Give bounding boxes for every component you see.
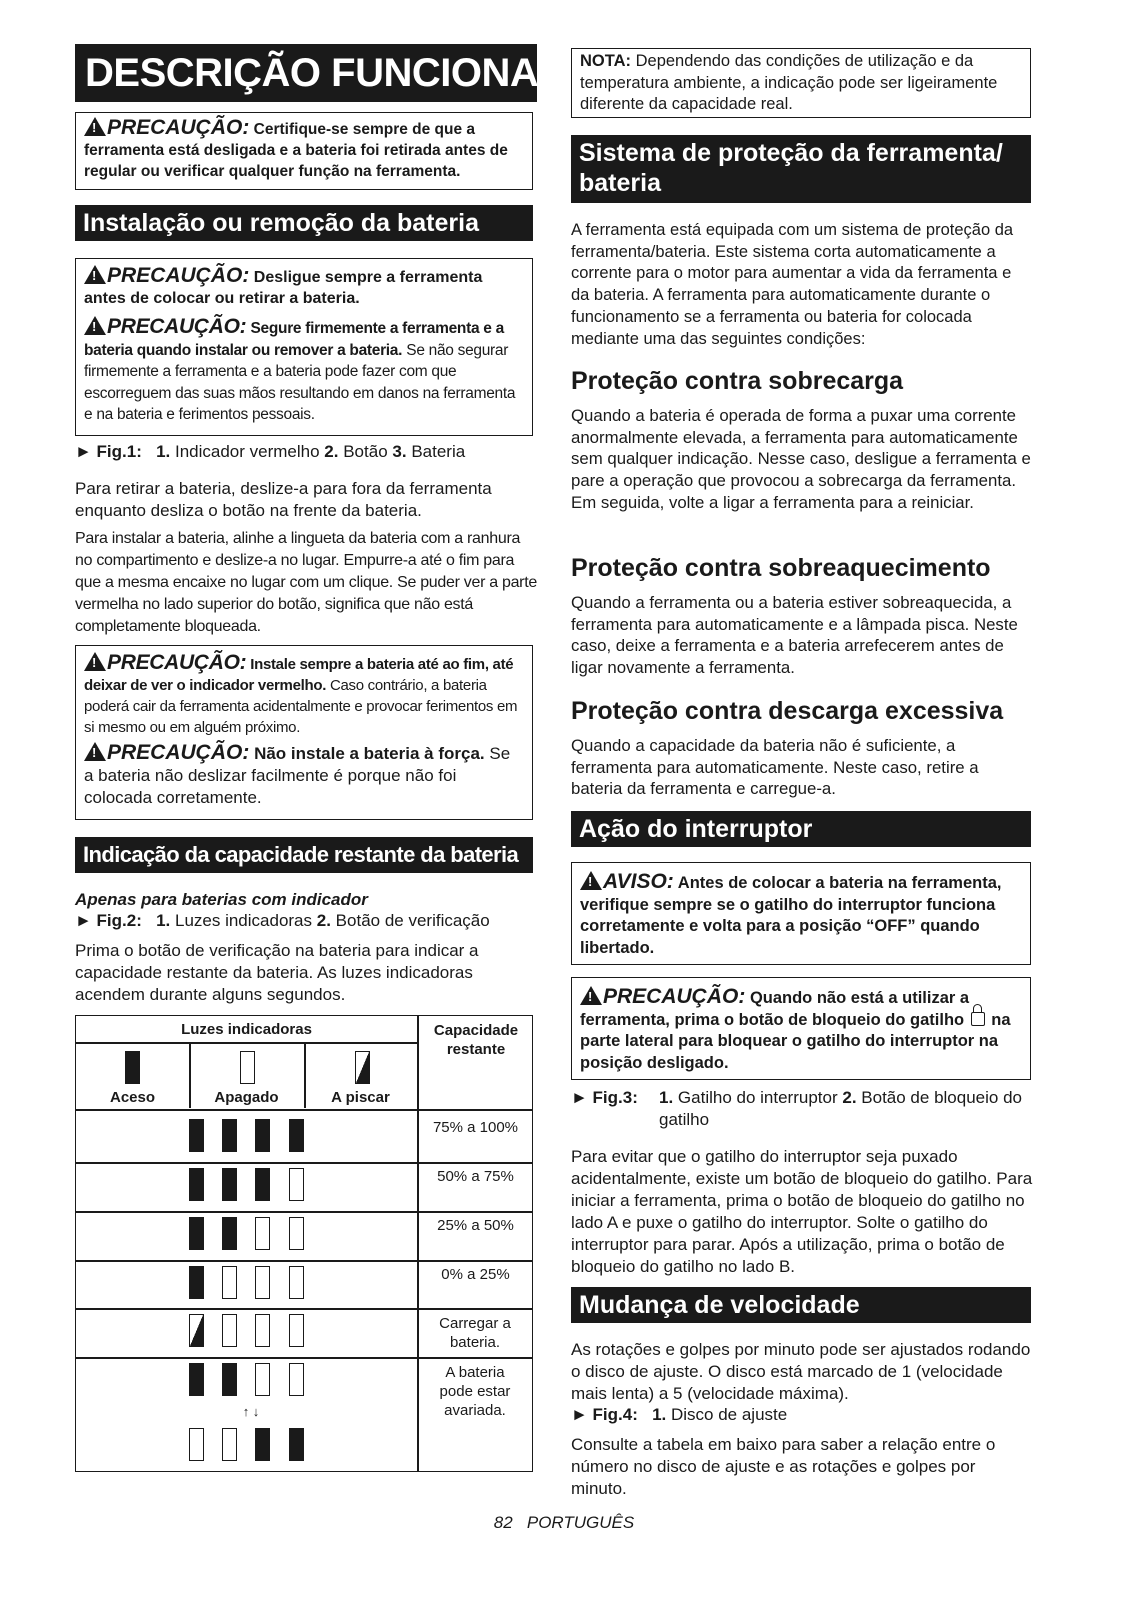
note-box: NOTA: Dependendo das condições de utilização e da temperatura ambiente, a indicação pode ser ligeiramente diferente da capacidade real. <box>571 48 1031 118</box>
section-heading-protection: Sistema de proteção da ferramenta/ bateria <box>571 135 1031 203</box>
section-heading-speed: Mudança de velocidade <box>571 1287 1031 1323</box>
alternating-arrows: ↑ ↓ <box>242 1404 260 1419</box>
lamp-icon <box>222 1314 237 1347</box>
lock-icon <box>971 1012 985 1026</box>
lamp-icon <box>289 1266 304 1299</box>
lamp-icon <box>222 1428 237 1461</box>
figure-reference: ► Fig.4: 1. Disco de ajuste <box>571 1405 788 1424</box>
subheading-overload: Proteção contra sobrecarga <box>571 367 904 395</box>
warning-icon <box>84 316 106 335</box>
lamp-icon <box>255 1314 270 1347</box>
paragraph: As rotações e golpes por minuto pode ser ajustados rodando o disco de ajuste. O disco está marcado de 1 (velocidade mais lenta) a 5 (velocidade máxima). <box>571 1340 1031 1403</box>
capacity-value: 75% a 100% <box>432 1119 519 1136</box>
caution-box: !PRECAUÇÃO: Quando não está a utilizar a ferramenta, prima o botão de bloqueio do gatilho na parte lateral para bloquear o gatilho do interruptor na posição desligado. <box>571 977 1031 1080</box>
lamp-icon <box>189 1363 204 1396</box>
figure-reference: ► Fig.2: 1. Luzes indicadoras 2. Botão de verificação <box>75 911 490 930</box>
lamp-icon <box>255 1168 270 1201</box>
section-heading-switch: Ação do interruptor <box>571 811 1031 847</box>
lamp-icon <box>255 1266 270 1299</box>
capacity-value: 0% a 25% <box>441 1266 510 1283</box>
paragraph: Para instalar a bateria, alinhe a lingueta da bateria com a ranhura no compartimento e deslize-a no lugar. Empurre-a até o fim para que a mesma encaixe no lugar com um clique. Se puder ver a parte vermelha no lado superior do botão, significa que não está completamente bloqueada. <box>75 530 537 635</box>
lamp-icon <box>289 1428 304 1461</box>
subheading-discharge: Proteção contra descarga excessiva <box>571 697 1004 725</box>
table-header-capacity: Capacidade restante <box>433 1022 519 1058</box>
lamp-icon <box>255 1217 270 1250</box>
lamp-icon <box>189 1119 204 1152</box>
lamp-icon <box>289 1217 304 1250</box>
lamp-icon <box>189 1266 204 1299</box>
warning-icon <box>580 986 602 1005</box>
paragraph: Consulte a tabela em baixo para saber a relação entre o número no disco de ajuste e as rotações e golpes por minuto. <box>571 1435 996 1498</box>
lamp-on-icon <box>125 1051 140 1084</box>
language-label: PORTUGUÊS <box>526 1513 635 1532</box>
paragraph: Prima o botão de verificação na bateria para indicar a capacidade restante da bateria. As luzes indicadoras acendem durante alguns segundos. <box>75 941 479 1004</box>
lamp-icon <box>189 1168 204 1201</box>
capacity-value: Carregar a bateria. <box>439 1315 511 1351</box>
lamp-icon <box>255 1119 270 1152</box>
paragraph: A ferramenta está equipada com um sistema de proteção da ferramenta/bateria. Este sistema corta automaticamente a corrente para o motor para aumentar a vida da ferramenta e da bateria. A ferramenta para automaticamente durante o funcionamento se a ferramenta ou bateria for colocada mediante uma das seguintes condições: <box>571 221 1014 348</box>
legend-off: Apagado <box>214 1089 279 1106</box>
table-header-lamps: Luzes indicadoras <box>181 1021 312 1038</box>
capacity-table <box>75 1015 533 1472</box>
page-title: DESCRIÇÃO FUNCIONAL <box>75 44 537 102</box>
lamp-icon <box>255 1363 270 1396</box>
lamp-icon <box>189 1217 204 1250</box>
warning-icon <box>84 117 106 136</box>
section-heading-capacity: Indicação da capacidade restante da bateria <box>75 837 533 873</box>
legend-blinking: A piscar <box>331 1089 390 1106</box>
page-number: 82 <box>493 1513 513 1532</box>
subheading-overheat: Proteção contra sobreaquecimento <box>571 554 991 582</box>
warning-icon <box>84 652 106 671</box>
figure-reference: ► Fig.1: 1. Indicador vermelho 2. Botão 3. Bateria <box>75 442 466 461</box>
capacity-value: 50% a 75% <box>437 1168 514 1185</box>
caution-box: !PRECAUÇÃO: Instale sempre a bateria até ao fim, até deixar de ver o indicador vermelho. Caso contrário, a bateria poderá cair da ferramenta acidentalmente e provocar ferimentos em si mesmo ou em alguém próximo. !PRECAUÇÃO: Não instale a bateria à força. Se a bateria não deslizar facilmente é porque não foi colocada corretamente. <box>75 645 533 820</box>
lamp-icon <box>222 1119 237 1152</box>
paragraph: Quando a bateria é operada de forma a puxar uma corrente anormalmente elevada, a ferramenta para automaticamente sem qualquer indicação. Nesse caso, desligue a ferramenta e pare a operação que provocou a sobrecarga da ferramenta. Em seguida, volte a ligar a ferramenta para a reiniciar. <box>571 406 1031 512</box>
warning-icon <box>580 871 602 890</box>
caution-box: !PRECAUÇÃO: Desligue sempre a ferramenta antes de colocar ou retirar a bateria. !PRECAUÇÃO: Segure firmemente a ferramenta e a bateria quando instalar ou remover a bateria. Se não segurar firmemente a ferramenta e a bateria pode fazer com que escorreguem das suas mãos resultando em danos na ferramenta e na bateria e ferimentos pessoais. <box>75 258 533 436</box>
lamp-icon <box>222 1217 237 1250</box>
caution-box: !PRECAUÇÃO: Certifique-se sempre de que a ferramenta está desligada e a bateria foi retirada antes de regular ou verificar qualquer função na ferramenta. <box>75 112 533 190</box>
lamp-icon <box>189 1428 204 1461</box>
lamp-icon <box>255 1428 270 1461</box>
lamp-icon <box>289 1363 304 1396</box>
figure-reference: ► Fig.3: 1. Gatilho do interruptor 2. Botão de bloqueio do gatilho <box>571 1088 1022 1129</box>
legend-on: Aceso <box>109 1089 156 1106</box>
lamp-icon <box>222 1266 237 1299</box>
lamp-icon <box>189 1314 204 1347</box>
paragraph: Quando a capacidade da bateria não é suficiente, a ferramenta para automaticamente. Neste caso, retire a bateria da ferramenta e carregue-a. <box>571 736 979 799</box>
paragraph: Quando a ferramenta ou a bateria estiver sobreaquecida, a ferramenta para automaticamente e a lâmpada pisca. Neste caso, deixe a ferramenta e a bateria arrefecerem antes de ligar novamente a ferramenta. <box>571 593 1018 678</box>
warning-icon <box>84 265 106 284</box>
page-footer <box>0 1513 1128 1533</box>
lamp-blinking-icon <box>355 1051 370 1084</box>
lamp-off-icon <box>240 1051 255 1084</box>
section-heading-battery: Instalação ou remoção da bateria <box>75 205 533 241</box>
capacity-value: 25% a 50% <box>437 1217 514 1234</box>
lamp-icon <box>222 1363 237 1396</box>
warning-box: !AVISO: Antes de colocar a bateria na ferramenta, verifique sempre se o gatilho do interruptor funciona corretamente e volta para a posição “OFF” quando libertado. <box>571 862 1031 965</box>
lamp-icon <box>289 1314 304 1347</box>
paragraph: Para evitar que o gatilho do interruptor seja puxado acidentalmente, existe um botão de bloqueio do gatilho. Para iniciar a ferramenta, prima o botão de bloqueio do gatilho no lado A e puxe o gatilho do interruptor. Solte o gatilho do interruptor para parar. Após a utilização, prima o botão de bloqueio do gatilho no lado B. <box>571 1147 1033 1276</box>
lamp-icon <box>222 1168 237 1201</box>
warning-icon <box>84 742 106 761</box>
paragraph: Para retirar a bateria, deslize-a para fora da ferramenta enquanto desliza o botão na frente da bateria. <box>75 479 492 520</box>
lamp-icon <box>289 1119 304 1152</box>
subheading-note: Apenas para baterias com indicador <box>75 890 368 909</box>
capacity-value: A bateria pode estar avariada. <box>439 1364 511 1419</box>
lamp-icon <box>289 1168 304 1201</box>
